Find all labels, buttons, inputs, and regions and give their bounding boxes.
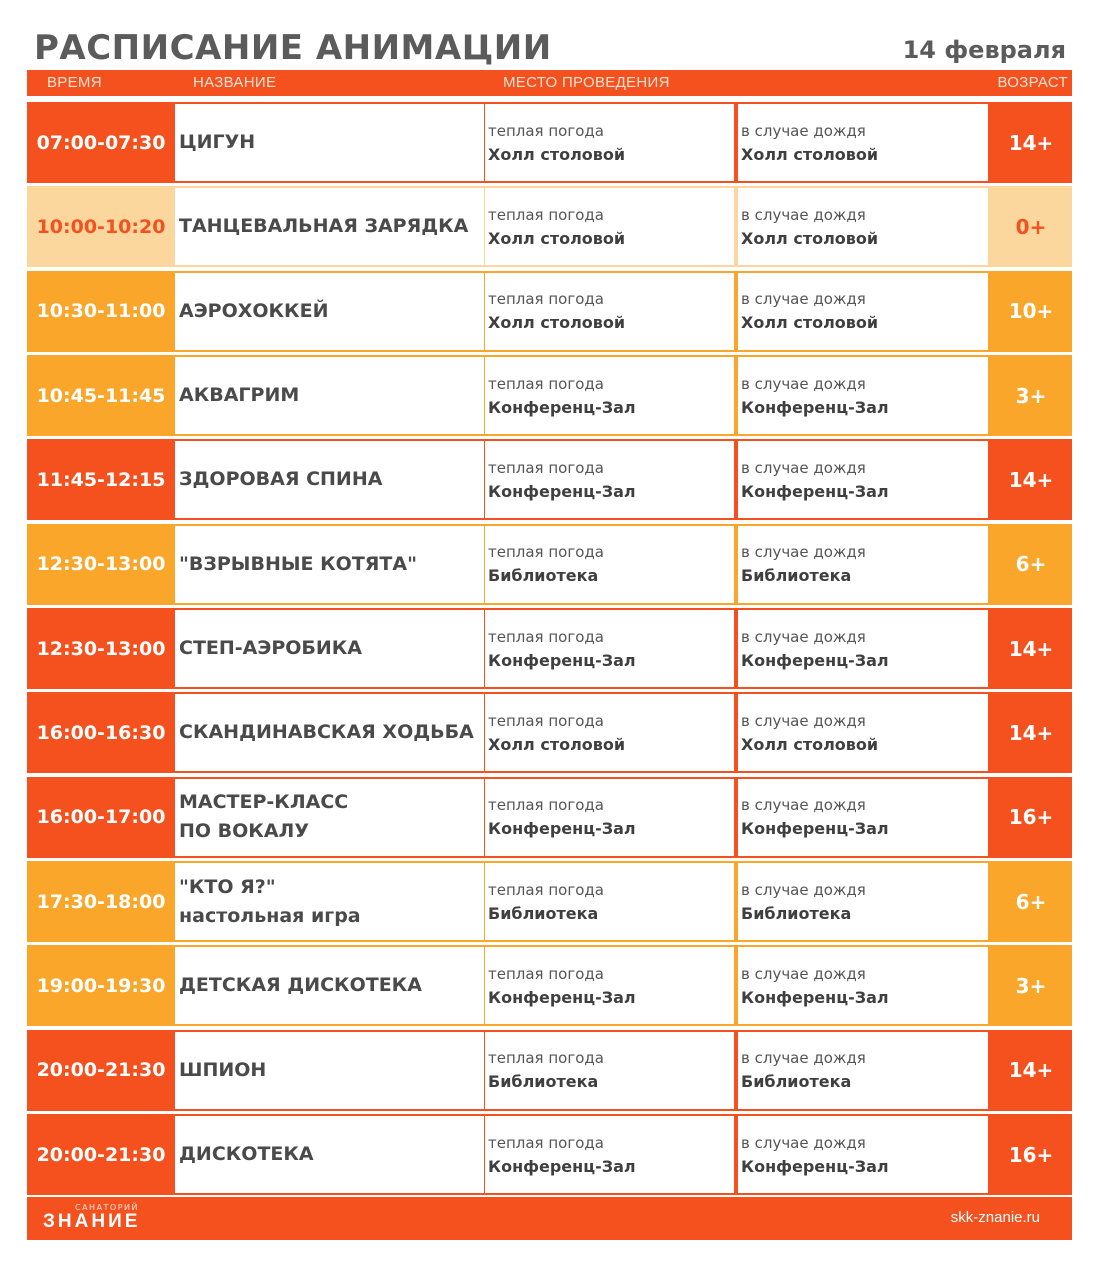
event-time: 12:30-13:00 [36,553,166,576]
header-age: ВОЗРАСТ [997,74,1068,91]
rain-location [738,273,988,350]
rain-place: Холл столовой [741,144,879,164]
table-row [27,271,1072,352]
event-time: 10:45-11:45 [36,384,166,407]
event-name [175,1116,484,1193]
rain-location [738,104,988,181]
warm-weather-label: теплая погода [488,964,604,983]
rain-label: в случае дождя [741,627,866,646]
age-badge: 16+ [1008,1142,1054,1167]
rain-place: Библиотека [741,903,852,923]
warm-weather-location [485,1116,734,1193]
warm-weather-label: теплая погода [488,711,604,730]
event-time: 16:00-16:30 [36,721,166,744]
rain-place: Конференц-Зал [741,481,889,501]
event-time: 19:00-19:30 [36,974,166,997]
event-time: 20:00-21:30 [36,1143,166,1166]
rain-location [738,779,988,856]
warm-weather-label: теплая погода [488,796,604,815]
warm-weather-place: Конференц-Зал [488,987,636,1007]
rain-location [738,441,988,518]
warm-weather-location [485,863,734,940]
event-name-line: АКВАГРИМ [179,384,300,407]
event-time: 16:00-17:00 [36,806,166,829]
event-time: 17:30-18:00 [36,890,166,913]
event-name [175,357,484,434]
event-name-line: ШПИОН [179,1058,267,1081]
age-badge: 16+ [1008,805,1054,830]
rain-label: в случае дождя [741,1049,866,1068]
warm-weather-label: теплая погода [488,374,604,393]
event-name-line: "КТО Я?" [179,875,276,898]
warm-weather-location [485,273,734,350]
rain-location [738,863,988,940]
rain-location [738,947,988,1024]
warm-weather-place: Конференц-Зал [488,481,636,501]
rain-location [738,357,988,434]
warm-weather-place: Конференц-Зал [488,397,636,417]
schedule-date: 14 февраля [902,36,1066,64]
warm-weather-place: Библиотека [488,1072,599,1092]
rain-place: Библиотека [741,566,852,586]
rain-label: в случае дождя [741,458,866,477]
website-link[interactable]: skk-znanie.ru [950,1209,1040,1226]
table-row [27,777,1072,858]
rain-place: Холл столовой [741,313,879,333]
warm-weather-place: Конференц-Зал [488,650,636,670]
event-name-line: МАСТЕР-КЛАСС [179,791,349,814]
event-name [175,188,484,265]
rain-place: Конференц-Зал [741,819,889,839]
rain-place: Конференц-Зал [741,987,889,1007]
warm-weather-location [485,947,734,1024]
rain-label: в случае дождя [741,880,866,899]
warm-weather-location [485,188,734,265]
table-row [27,1030,1072,1111]
warm-weather-place: Конференц-Зал [488,1156,636,1176]
warm-weather-label: теплая погода [488,880,604,899]
warm-weather-location [485,610,734,687]
event-name-line: СТЕП-АЭРОБИКА [179,637,363,660]
warm-weather-label: теплая погода [488,121,604,140]
age-badge: 14+ [1008,720,1054,745]
age-badge: 3+ [1015,973,1047,998]
warm-weather-place: Холл столовой [488,313,626,333]
warm-weather-location [485,526,734,603]
warm-weather-label: теплая погода [488,627,604,646]
rain-location [738,1116,988,1193]
rain-location [738,610,988,687]
event-time: 12:30-13:00 [36,637,166,660]
event-name-line: ЦИГУН [179,131,256,153]
event-name-line: настольная игра [179,904,361,927]
rain-label: в случае дождя [741,1133,866,1152]
event-name-line: "ВЗРЫВНЫЕ КОТЯТА" [179,552,417,575]
age-badge: 14+ [1008,636,1054,661]
warm-weather-label: теплая погода [488,205,604,224]
age-badge: 14+ [1008,130,1054,155]
table-row [27,186,1072,267]
header-name: НАЗВАНИЕ [193,74,277,91]
event-time: 10:00-10:20 [36,215,166,238]
event-name-line: СКАНДИНАВСКАЯ ХОДЬБА [179,721,474,744]
table-header [27,70,1072,96]
rain-location [738,526,988,603]
event-time: 11:45-12:15 [36,468,166,491]
warm-weather-place: Библиотека [488,566,599,586]
warm-weather-location [485,694,734,771]
event-name [175,863,484,940]
warm-weather-label: теплая погода [488,1133,604,1152]
age-badge: 6+ [1015,552,1047,577]
event-name [175,694,484,771]
header-place: МЕСТО ПРОВЕДЕНИЯ [503,74,670,91]
logo: ЗНАНИЕ [43,1211,141,1232]
rain-location [738,188,988,265]
footer [27,1197,1072,1240]
rain-label: в случае дождя [741,796,866,815]
rain-place: Библиотека [741,1072,852,1092]
warm-weather-location [485,779,734,856]
age-badge: 0+ [1015,214,1047,239]
rain-label: в случае дождя [741,964,866,983]
event-name [175,779,484,856]
event-time: 07:00-07:30 [36,131,166,154]
event-name [175,441,484,518]
age-badge: 14+ [1008,467,1054,492]
warm-weather-label: теплая погода [488,458,604,477]
event-time: 20:00-21:30 [36,1059,166,1082]
event-name [175,1032,484,1109]
warm-weather-label: теплая погода [488,543,604,562]
table-row [27,692,1072,773]
table-row [27,945,1072,1026]
table-row [27,861,1072,942]
event-name [175,610,484,687]
page-title: РАСПИСАНИЕ АНИМАЦИИ [34,28,552,68]
warm-weather-label: теплая погода [488,1049,604,1068]
event-name [175,273,484,350]
rain-place: Конференц-Зал [741,1156,889,1176]
age-badge: 10+ [1008,299,1054,324]
rain-label: в случае дождя [741,543,866,562]
table-row [27,608,1072,689]
warm-weather-location [485,1032,734,1109]
event-name-line: ЗДОРОВАЯ СПИНА [179,468,383,491]
event-name-line: ДИСКОТЕКА [179,1143,314,1166]
warm-weather-location [485,441,734,518]
logo-caption: САНАТОРИЙ [75,1203,140,1212]
event-name-line: ТАНЦЕВАЛЬНАЯ ЗАРЯДКА [179,215,469,238]
table-row [27,102,1072,183]
rain-label: в случае дождя [741,290,866,309]
event-name-line: ПО ВОКАЛУ [179,820,309,843]
rain-place: Конференц-Зал [741,650,889,670]
rain-label: в случае дождя [741,121,866,140]
rain-label: в случае дождя [741,374,866,393]
rain-place: Конференц-Зал [741,397,889,417]
warm-weather-place: Библиотека [488,903,599,923]
warm-weather-place: Холл столовой [488,734,626,754]
table-row [27,524,1072,605]
rain-label: в случае дождя [741,711,866,730]
header-time: ВРЕМЯ [47,74,102,91]
event-name [175,526,484,603]
age-badge: 6+ [1015,889,1047,914]
table-row [27,355,1072,436]
warm-weather-place: Холл столовой [488,228,626,248]
rain-label: в случае дождя [741,205,866,224]
age-badge: 14+ [1008,1058,1054,1083]
warm-weather-place: Холл столовой [488,144,626,164]
table-row [27,1114,1072,1195]
warm-weather-place: Конференц-Зал [488,819,636,839]
event-time: 10:30-11:00 [36,300,166,323]
rain-place: Холл столовой [741,228,879,248]
event-name [175,947,484,1024]
table-row [27,439,1072,520]
rain-location [738,1032,988,1109]
warm-weather-location [485,357,734,434]
schedule-table [27,102,1072,1198]
event-name-line: АЭРОХОККЕЙ [179,299,329,322]
warm-weather-location [485,104,734,181]
event-name [175,104,484,181]
age-badge: 3+ [1015,383,1047,408]
rain-place: Холл столовой [741,734,879,754]
event-name-line: ДЕТСКАЯ ДИСКОТЕКА [179,974,422,997]
rain-location [738,694,988,771]
warm-weather-label: теплая погода [488,290,604,309]
